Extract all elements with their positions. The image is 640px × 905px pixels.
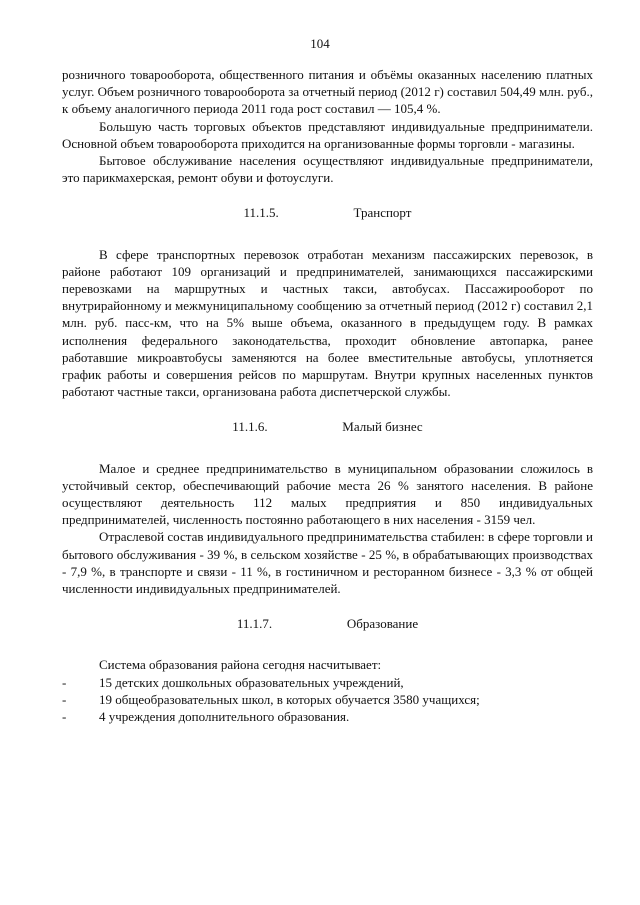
list-item xyxy=(62,674,593,691)
heading-small-business-number: 11.1.6. xyxy=(232,419,268,435)
heading-education-number: 11.1.7. xyxy=(236,616,273,632)
paragraph-education-intro: Система образования района сегодня насчитывает: xyxy=(99,657,382,673)
paragraph-retail: розничного товарооборота, общественного питания и объёмы оказанных населению платных услуг. Объем розничного товарооборота за отчетный период (2012 г) составил 504,49 млн. руб., к объему аналогичного периода 2011 года рост составил — 105,4 %. xyxy=(62,67,593,117)
paragraph-trade-objects: Большую часть торговых объектов представляют индивидуальные предприниматели. Основной объем товарооборота приходится на организованные формы торговли - магазины. xyxy=(62,118,593,151)
list-dash: - xyxy=(62,674,67,690)
paragraph-small-business: Малое и среднее предпринимательство в муниципальном образовании сложилось в устойчивый сектор, обеспечивающий рабочие места 26 % занятого населения. В районе осуществляют деятельность 112 малых предприятия и 850 индивидуальных предпринимателей, численность постоянно работающего в них населения - 3159 чел. xyxy=(62,460,593,528)
heading-transport xyxy=(62,204,593,221)
heading-small-business-title: Малый бизнес xyxy=(342,419,423,435)
paragraph-industry-structure: Отраслевой состав индивидуального предпринимательства стабилен: в сфере торговли и бытового обслуживания - 39 %, в сельском хозяйстве - 25 %, в обрабатывающих производствах - 7,9 %, в транспорте и связи - 11 %, в гостиничном и ресторанном бизнесе - 3,3 % от общей численности индивидуальных предпринимателей. xyxy=(62,529,593,597)
list-item-text: 15 детских дошкольных образовательных учреждений, xyxy=(99,674,404,690)
list-item xyxy=(62,708,593,725)
heading-transport-number: 11.1.5. xyxy=(243,205,279,221)
list-item-text: 4 учреждения дополнительного образования. xyxy=(99,709,350,725)
list-dash: - xyxy=(62,709,67,725)
heading-transport-title: Транспорт xyxy=(353,205,412,221)
list-item-text: 19 общеобразовательных школ, в которых обучается 3580 учащихся; xyxy=(99,691,480,707)
list-dash: - xyxy=(62,691,67,707)
list-item xyxy=(62,691,593,708)
document-body xyxy=(62,66,593,725)
heading-education xyxy=(62,615,593,632)
heading-education-title: Образование xyxy=(346,616,419,632)
paragraph-transport: В сфере транспортных перевозок отработан механизм пассажирских перевозок, в районе работают 109 организаций и предпринимателей, занимающихся пассажирскими перевозками на маршрутных и частных такси, автобусах. Пассажирооборот по внутрирайонному и межмуниципальному сообщению за отчетный период (2012 г) составил 2,1 млн. руб. пасс-км, что на 5% выше объема, оказанного в предыдущем году. В рамках исполнения федерального законодательства, проходит обновление автопарка, ранее работавшие микроавтобусы заменяются на более вместительные автобусы, уплотняется график работы и совершения рейсов по маршрутам. Внутри крупных населенных пунктов работают частные такси, организована работа диспетчерской службы. xyxy=(62,246,593,400)
heading-small-business xyxy=(62,418,593,435)
paragraph-household-services: Бытовое обслуживание населения осуществляют индивидуальные предприниматели, это парикмахерская, ремонт обуви и фотоуслуги. xyxy=(62,153,593,186)
page-number: 104 xyxy=(310,36,330,51)
